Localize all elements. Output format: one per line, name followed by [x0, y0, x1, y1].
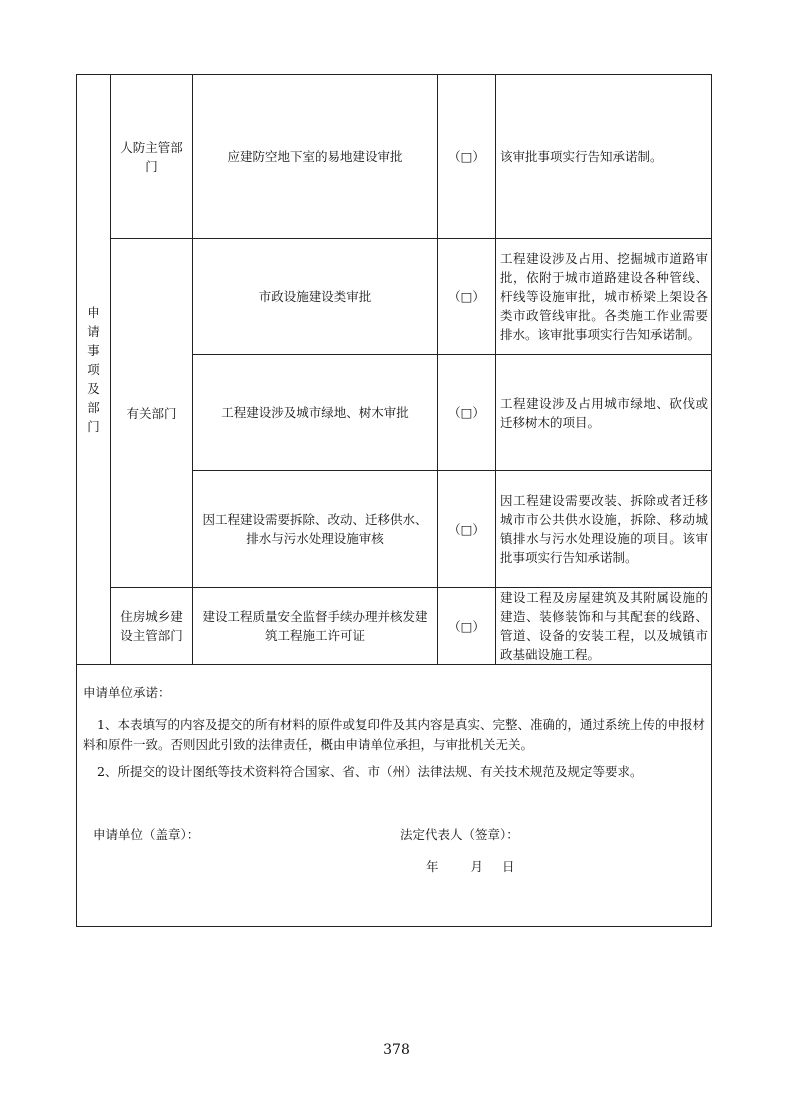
applicant-seal-label: 申请单位（盖章）：: [93, 827, 200, 842]
commitment-title: 申请单位承诺：: [83, 685, 171, 700]
checkbox-cell[interactable]: （□）: [438, 588, 496, 665]
department-cell: 有关部门: [111, 239, 193, 588]
item-cell: 因工程建设需要拆除、改动、迁移供水、排水与污水处理设施审核: [193, 471, 438, 588]
department-cell: 人防主管部门: [111, 75, 193, 239]
approval-form-table: [76, 74, 712, 927]
table-row: [77, 239, 712, 355]
checkbox-cell[interactable]: （□）: [438, 471, 496, 588]
category-cell: 申请事项及部门: [77, 75, 111, 665]
commitment-paragraph-1: 1、本表填写的内容及提交的所有材料的原件或复印件及其内容是真实、完整、准确的，通过系统上传的申报材料和原件一致。否则因此引致的法律责任，概由申请单位承担，与审批机关无关。: [83, 717, 705, 752]
checkbox-cell[interactable]: （□）: [438, 239, 496, 355]
commitment-row: [77, 665, 712, 927]
page-number: 378: [383, 1042, 410, 1058]
checkbox-cell[interactable]: （□）: [438, 75, 496, 239]
item-cell: 市政设施建设类审批: [193, 239, 438, 355]
checkbox-cell[interactable]: （□）: [438, 355, 496, 471]
commitment-paragraph-2: 2、所提交的设计图纸等技术资料符合国家、省、市（州）法律法规、有关技术规范及规定等要求。: [97, 764, 643, 779]
legal-representative-label: 法定代表人（签章）：: [400, 827, 519, 842]
year-label: 年: [426, 859, 439, 874]
table-row: [77, 75, 712, 239]
note-cell: 工程建设涉及占用、挖掘城市道路审批，依附于城市道路建设各种管线、杆线等设施审批，城市桥梁上架设各类市政管线审批。各类施工作业需要排水。该审批事项实行告知承诺制。: [496, 239, 712, 355]
item-cell: 工程建设涉及城市绿地、树木审批: [193, 355, 438, 471]
note-cell: 因工程建设需要改装、拆除或者迁移城市市公共供水设施，拆除、移动城镇排水与污水处理设施的项目。该审批事项实行告知承诺制。: [496, 471, 712, 588]
day-label: 日: [502, 859, 515, 874]
department-cell: 住房城乡建设主管部门: [111, 588, 193, 665]
month-label: 月: [470, 859, 484, 874]
commitment-cell: [77, 665, 712, 927]
table-row: [77, 588, 712, 665]
item-cell: 建设工程质量安全监督手续办理并核发建筑工程施工许可证: [193, 588, 438, 665]
item-cell: 应建防空地下室的易地建设审批: [193, 75, 438, 239]
note-cell: 建设工程及房屋建筑及其附属设施的建造、装修装饰和与其配套的线路、管道、设备的安装工程，以及城镇市政基础设施工程。: [496, 588, 712, 665]
note-cell: 该审批事项实行告知承诺制。: [496, 75, 712, 239]
note-cell: 工程建设涉及占用城市绿地、砍伐或迁移树木的项目。: [496, 355, 712, 471]
date-line: [426, 857, 515, 876]
